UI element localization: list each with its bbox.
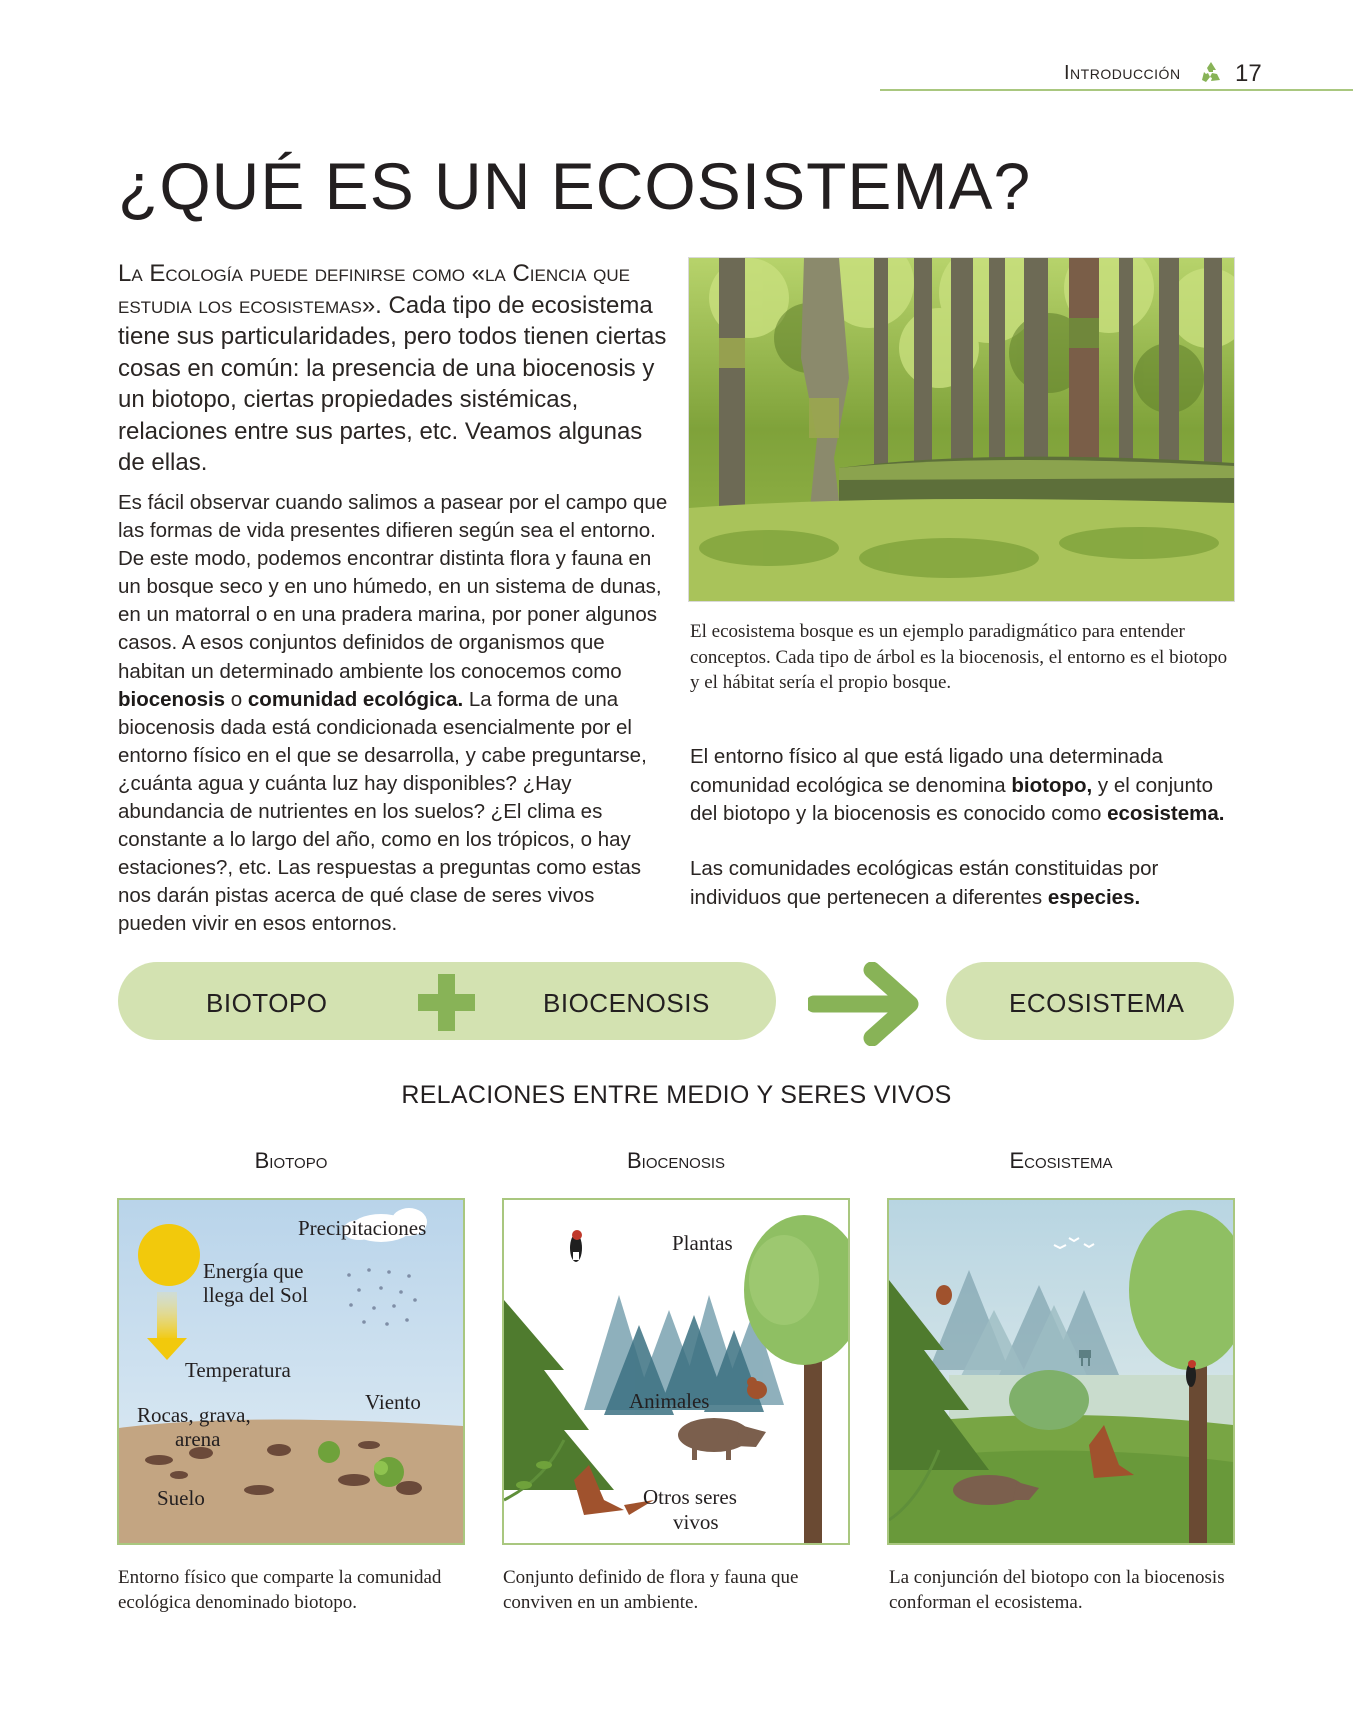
plus-icon-bar: [418, 994, 475, 1011]
lead-paragraph: [118, 258, 668, 479]
body-left-text-1: Es fácil observar cuando salimos a pasear por el campo que las formas de vida presentes difieren según sea el entorno. De este modo, podemos encontrar distinta flora y fauna en un bosque seco y en uno húmedo, en un sistema de dunas, en un matorral o en una pradera marina, por poner algunos casos. A esos conjuntos definidos de organismos que habitan un determinado ambiente los conocemos como: [118, 491, 668, 683]
page-number: 17: [1235, 60, 1262, 87]
caption-biotopo: Entorno físico que comparte la comunidad ecológica denominado biotopo.: [118, 1567, 442, 1613]
term-biocenosis: biocenosis: [118, 687, 226, 711]
sun-icon: [138, 1224, 200, 1286]
body-left-text-2: La forma de una biocenosis dada está condicionada esencialmente por el entorno físico en el que se desarrolla, y cabe preguntarse, ¿cuánta agua y cuánta luz hay disponibles? ¿Hay abundancia de nutrientes en los suelos? ¿El clima es constante a lo largo del año, como en los trópicos, o hay estaciones?, etc. Las respuestas a preguntas como estas nos darán pistas acerca de qué clase de seres vivos pueden vivir en esos entornos.: [118, 687, 647, 936]
ecosistema-illustration: [889, 1200, 1233, 1543]
recycle-icon: [1198, 60, 1224, 86]
column-title-ecosistema: Ecosistema: [1009, 1148, 1113, 1173]
lead-smallcaps: La Ecología puede definirse como «la Ciencia que estudia los ecosistemas».: [118, 260, 630, 319]
header-rule: [880, 89, 1353, 91]
label-temperatura: Temperatura: [185, 1358, 291, 1382]
pill-label-biocenosis: BIOCENOSIS: [543, 988, 710, 1018]
label-animales: Animales: [629, 1389, 710, 1413]
label-energia-2: llega del Sol: [203, 1283, 308, 1307]
pill-label-ecosistema: ECOSISTEMA: [1009, 988, 1185, 1018]
pill-label-biotopo: BIOTOPO: [206, 988, 328, 1018]
term-ecosistema: ecosistema.: [1107, 802, 1225, 825]
section-title: Introducción: [1064, 62, 1181, 84]
lead-text: Cada tipo de ecosistema tiene sus particularidades, pero todos tienen ciertas cosas en común: la presencia de una biocenosis y un biotopo, ciertas propiedades sistémicas, relaciones entre sus partes, etc. Veamos algunas de ellas.: [118, 291, 667, 476]
column-title-biocenosis: Biocenosis: [626, 1148, 726, 1173]
body-right-paragraph-2: [690, 855, 1235, 912]
body-right-text-1: El entorno físico al que está ligado una determinada comunidad ecológica se denomina: [690, 745, 1163, 797]
label-energia-1: Energía que: [203, 1259, 304, 1283]
relations-title: RELACIONES ENTRE MEDIO Y SERES VIVOS: [401, 1081, 952, 1109]
squirrel-icon: [936, 1285, 952, 1305]
column-title-biotopo: Biotopo: [254, 1148, 328, 1173]
caption-biocenosis: Conjunto definido de flora y fauna que conviven en un ambiente.: [503, 1567, 799, 1613]
body-right-text-2: y el conjunto del biotopo y la biocenosis es conocido como: [690, 773, 1214, 825]
label-precipitaciones: Precipitaciones: [298, 1216, 427, 1240]
page-title: ¿QUÉ ES UN ECOSISTEMA?: [118, 149, 1032, 223]
label-otros-2: vivos: [673, 1510, 719, 1534]
photo-caption: El ecosistema bosque es un ejemplo paradigmático para entender conceptos. Cada tipo de árbol es la biocenosis, el entorno es el biotopo y el hábitat sería el propio bosque.: [690, 621, 1228, 693]
body-right-text-3: Las comunidades ecológicas están constituidas por individuos que pertenecen a diferentes: [690, 857, 1159, 909]
forest-photo: [689, 258, 1234, 601]
caption-ecosistema: La conjunción del biotopo con la biocenosis conforman el ecosistema.: [889, 1567, 1225, 1613]
label-plantas: Plantas: [672, 1231, 733, 1255]
arrow-right-icon: [808, 962, 926, 1046]
term-comunidad-ecologica: comunidad ecológica.: [247, 687, 464, 711]
label-rocas-1: Rocas, grava,: [137, 1403, 251, 1427]
term-biotopo: biotopo,: [1011, 773, 1093, 797]
label-suelo: Suelo: [157, 1486, 205, 1510]
label-rocas-2: arena: [175, 1427, 221, 1451]
body-left-paragraph: [118, 489, 668, 939]
term-especies: especies.: [1047, 885, 1141, 909]
body-right-paragraph-1: [690, 743, 1235, 829]
label-otros-1: Otros seres: [643, 1485, 737, 1509]
label-viento: Viento: [365, 1390, 421, 1414]
body-left-mid: o: [225, 687, 248, 711]
